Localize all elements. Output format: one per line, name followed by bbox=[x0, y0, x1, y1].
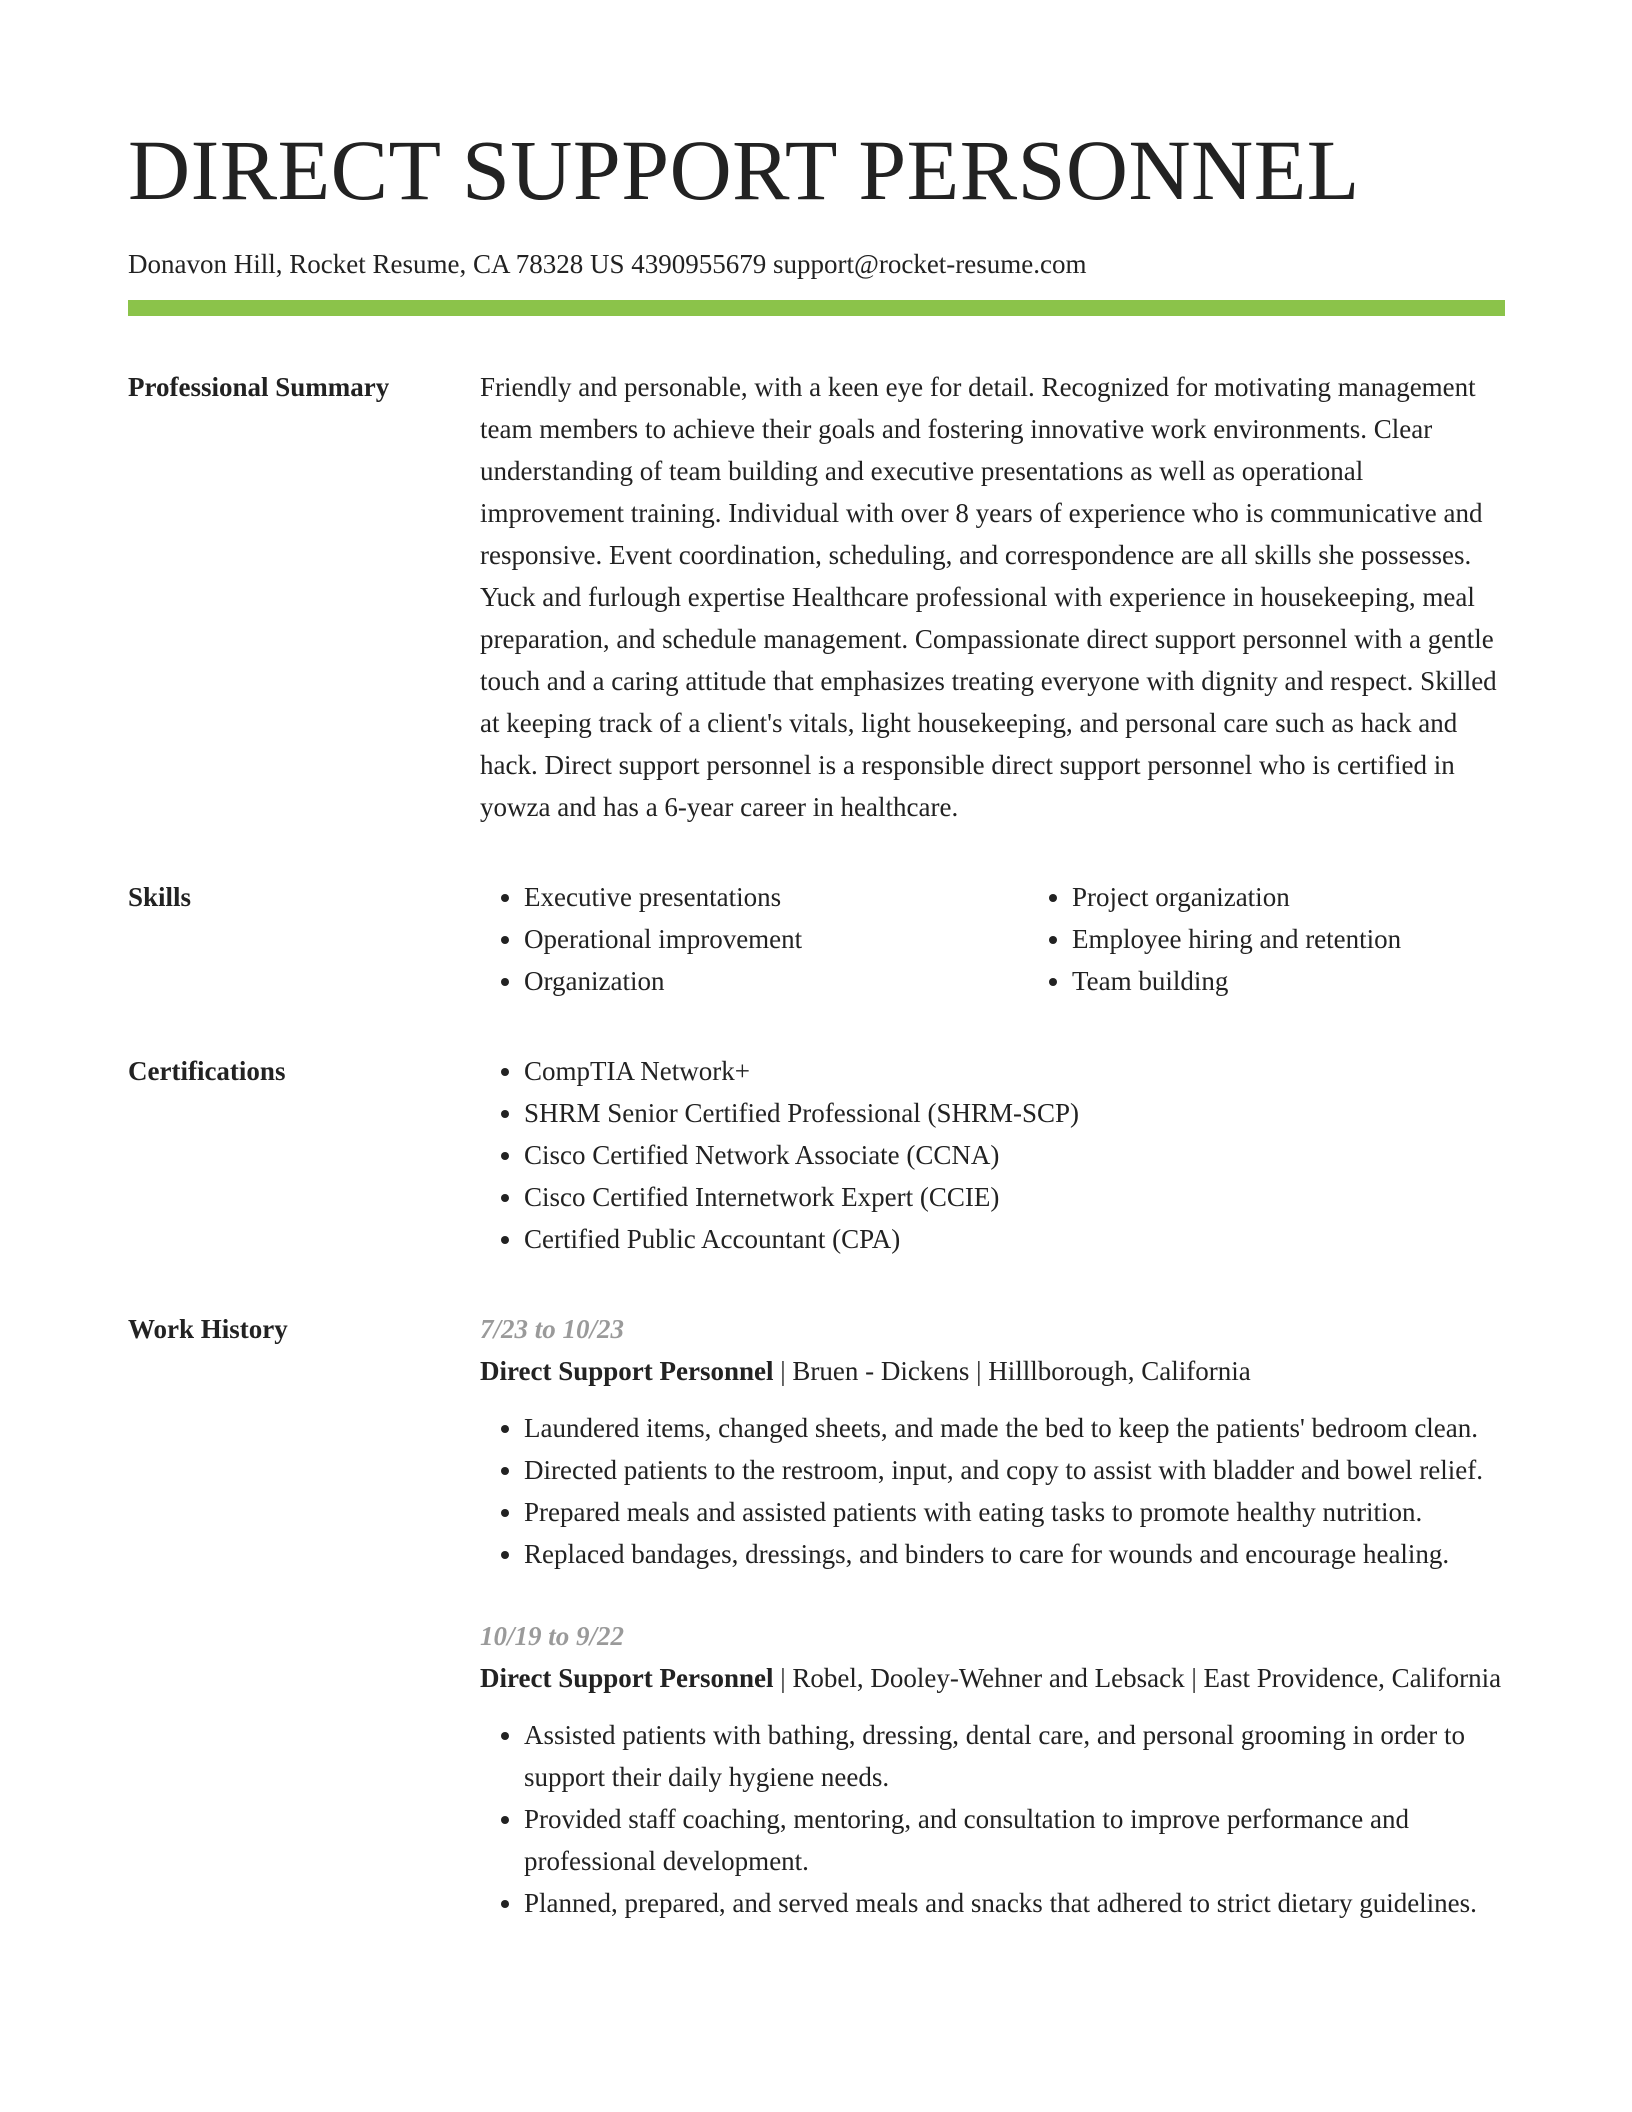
skill-item: • Executive presentations bbox=[524, 876, 1028, 918]
skill-item: • Operational improvement bbox=[524, 918, 1028, 960]
job-title: Direct Support Personnel bbox=[480, 1356, 774, 1386]
resume-title: DIRECT SUPPORT PERSONNEL bbox=[128, 122, 1360, 218]
job-bullet: • Provided staff coaching, mentoring, and consultation to improve performance and professional development. bbox=[524, 1798, 1505, 1882]
accent-divider bbox=[128, 300, 1505, 316]
job-bullets bbox=[480, 1714, 1505, 1924]
certification-item: • CompTIA Network+ bbox=[524, 1050, 1505, 1092]
job-bullet: • Laundered items, changed sheets, and made the bed to keep the patients' bedroom clean. bbox=[524, 1407, 1505, 1449]
job-details: | Bruen - Dickens | Hilllborough, California bbox=[773, 1356, 1251, 1386]
certifications-section bbox=[128, 1050, 1505, 1260]
section-heading: Certifications bbox=[128, 1056, 286, 1086]
job-header bbox=[480, 1657, 1505, 1699]
job-details: | Robel, Dooley-Wehner and Lebsack | East Providence, California bbox=[773, 1663, 1502, 1693]
skill-item: • Organization bbox=[524, 960, 1028, 1002]
section-heading: Work History bbox=[128, 1314, 288, 1344]
skill-item: • Team building bbox=[1072, 960, 1505, 1002]
summary-section bbox=[128, 366, 1505, 828]
summary-text: Friendly and personable, with a keen eye for detail. Recognized for motivating management team members to achieve their goals and fostering innovative work environments. Clear understanding of team building and executive presentations as well as operational improvement training. Individual with over 8 years of experience who is communicative and responsive. Event coordination, scheduling, and correspondence are all skills she possesses. Yuck and furlough expertise Healthcare professional with experience in housekeeping, meal preparation, and schedule management. Compassionate direct support personnel with a gentle touch and a caring attitude that emphasizes treating everyone with dignity and respect. Skilled at keeping track of a client's vitals, light housekeeping, and personal care such as hack and hack. Direct support personnel is a responsible direct support personnel who is certified in yowza and has a 6-year career in healthcare. bbox=[480, 372, 1497, 822]
job-entry bbox=[480, 1615, 1505, 1924]
job-bullet: • Planned, prepared, and served meals and snacks that adhered to strict dietary guidelines. bbox=[524, 1882, 1505, 1924]
job-entry bbox=[480, 1308, 1505, 1575]
job-bullet: • Directed patients to the restroom, input, and copy to assist with bladder and bowel relief. bbox=[524, 1449, 1505, 1491]
job-bullets bbox=[480, 1407, 1505, 1575]
skill-item: • Project organization bbox=[1072, 876, 1505, 918]
certification-item: • Cisco Certified Network Associate (CCNA) bbox=[524, 1134, 1505, 1176]
certification-item: • Cisco Certified Internetwork Expert (CCIE) bbox=[524, 1176, 1505, 1218]
job-dates: 7/23 to 10/23 bbox=[480, 1314, 625, 1344]
certifications-list bbox=[480, 1050, 1505, 1260]
job-bullet: • Replaced bandages, dressings, and binders to care for wounds and encourage healing. bbox=[524, 1533, 1505, 1575]
job-bullet: • Assisted patients with bathing, dressing, dental care, and personal grooming in order to support their daily hygiene needs. bbox=[524, 1714, 1505, 1798]
work-history-section bbox=[128, 1308, 1505, 1964]
job-header bbox=[480, 1350, 1505, 1392]
job-title: Direct Support Personnel bbox=[480, 1663, 774, 1693]
skill-item: • Employee hiring and retention bbox=[1072, 918, 1505, 960]
skills-section bbox=[128, 876, 1505, 1002]
certification-item: • SHRM Senior Certified Professional (SHRM-SCP) bbox=[524, 1092, 1505, 1134]
section-heading: Skills bbox=[128, 882, 192, 912]
skills-list-right bbox=[1028, 876, 1505, 1002]
job-bullet: • Prepared meals and assisted patients with eating tasks to promote healthy nutrition. bbox=[524, 1491, 1505, 1533]
section-heading: Professional Summary bbox=[128, 372, 390, 402]
resume-page bbox=[128, 0, 1505, 1964]
certification-item: • Certified Public Accountant (CPA) bbox=[524, 1218, 1505, 1260]
job-dates: 10/19 to 9/22 bbox=[480, 1621, 625, 1651]
skills-list-left bbox=[480, 876, 1028, 1002]
contact-line: Donavon Hill, Rocket Resume, CA 78328 US 4390955679 support@rocket-resume.com bbox=[128, 249, 1087, 279]
